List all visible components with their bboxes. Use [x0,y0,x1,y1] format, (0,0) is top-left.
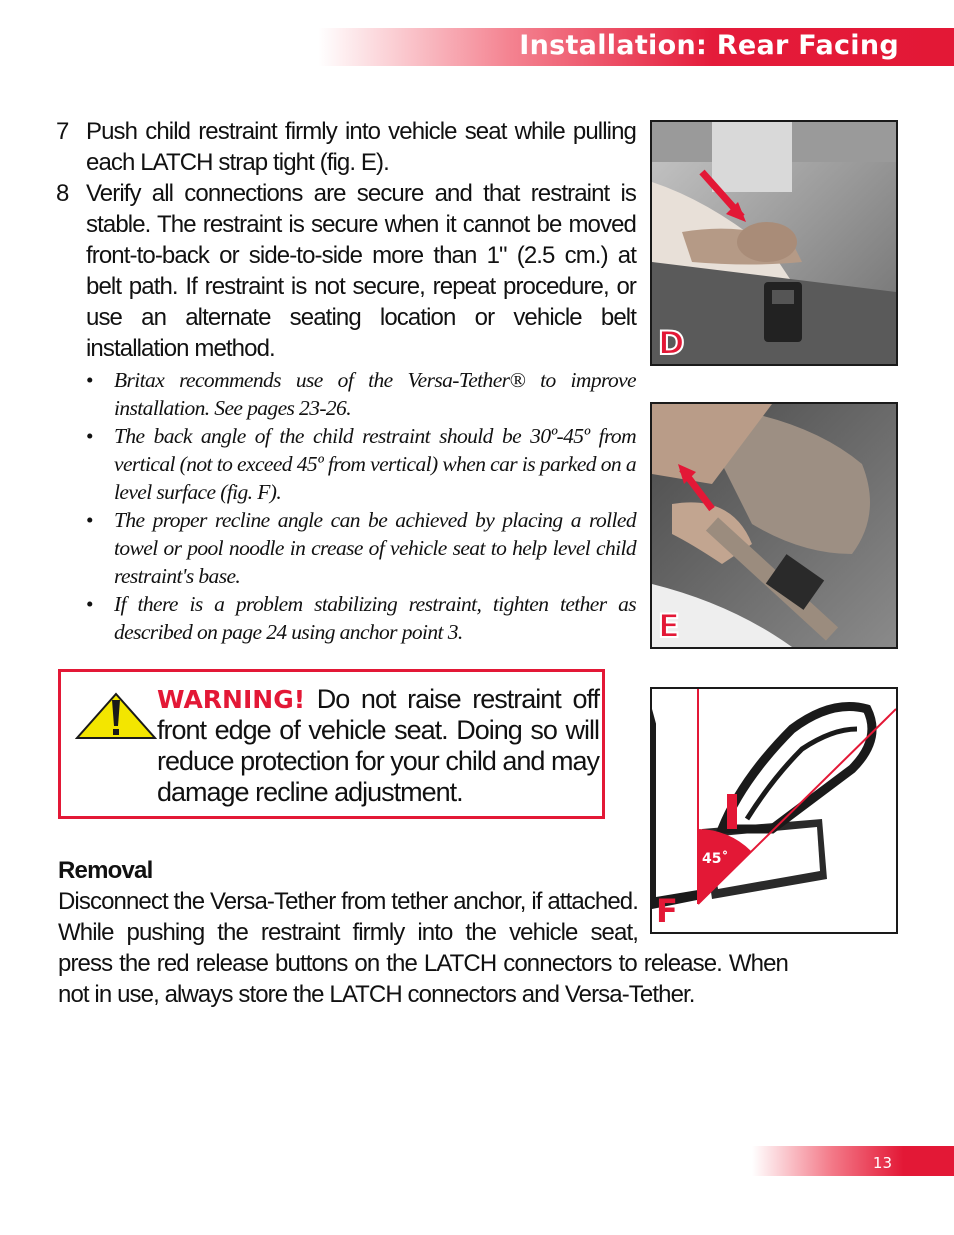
page-number: 13 [872,1154,892,1172]
warning-message: Do not raise restraint off front edge of vehicle seat. Doing so will reduce protection for your child and may damage recline adjustment. [157,684,599,807]
removal-text: Disconnect the Versa-Tether from tether anchor, if attached. While pushing the restraint firmly into the vehicle seat, press the red release buttons on the LATCH connectors to release. When not in use, always store the LATCH connectors and Versa-Tether. [58,888,788,1008]
removal-heading: Removal [58,857,153,884]
tip-text: If there is a problem stabilizing restraint, tighten tether as described on page 24 using anchor point 3. [114,592,636,644]
figure-label: D [658,324,685,362]
hand-pressing-seat-illustration [652,122,896,364]
hands-tightening-latch-strap-illustration [652,404,896,647]
tip-text: The back angle of the child restraint should be 30º-45º from vertical (not to exceed 45º from vertical) when car is parked on a level surface (fig. F). [114,424,636,504]
removal-section [58,855,788,1010]
tips-list [86,366,636,646]
step-7 [56,116,636,178]
step-number: 7 [56,118,69,145]
step-8 [56,178,636,364]
figure-spacer [638,886,788,948]
section-title: Installation: Rear Facing [519,30,899,61]
figure-label: F [656,892,678,930]
angle-label: 45˚ [702,851,729,867]
bullet-icon: • [86,508,93,532]
bullet-icon: • [86,592,93,616]
list-item [86,366,636,422]
warning-label: WARNING! [157,685,306,714]
installation-steps [56,116,636,646]
step-text: Push child restraint firmly into vehicle seat while pulling each LATCH strap tight (fig. E). [86,118,636,176]
figure-label: E [658,607,680,645]
step-text: Verify all connections are secure and that restraint is stable. The restraint is secure when it cannot be moved front-to-back or side-to-side more than 1" (2.5 cm.) at belt path. If restraint is not secure, repeat procedure, or use an alternate seating location or vehicle belt installation method. [86,180,636,362]
figure-e-photo [650,402,898,649]
step-number: 8 [56,180,69,207]
bullet-icon: • [86,424,93,448]
warning-box [58,669,605,819]
bullet-icon: • [86,368,93,392]
warning-text [157,684,599,808]
list-item [86,506,636,590]
header-bar [318,28,954,66]
figure-d-photo [650,120,898,366]
exclamation-triangle-icon [75,692,157,740]
footer-bar [752,1146,954,1176]
list-item [86,590,636,646]
list-item [86,422,636,506]
tip-text: The proper recline angle can be achieved by placing a rolled towel or pool noodle in crease of vehicle seat to help level child restraint's base. [114,508,636,588]
tip-text: Britax recommends use of the Versa-Tether® to improve installation. See pages 23-26. [114,368,636,420]
